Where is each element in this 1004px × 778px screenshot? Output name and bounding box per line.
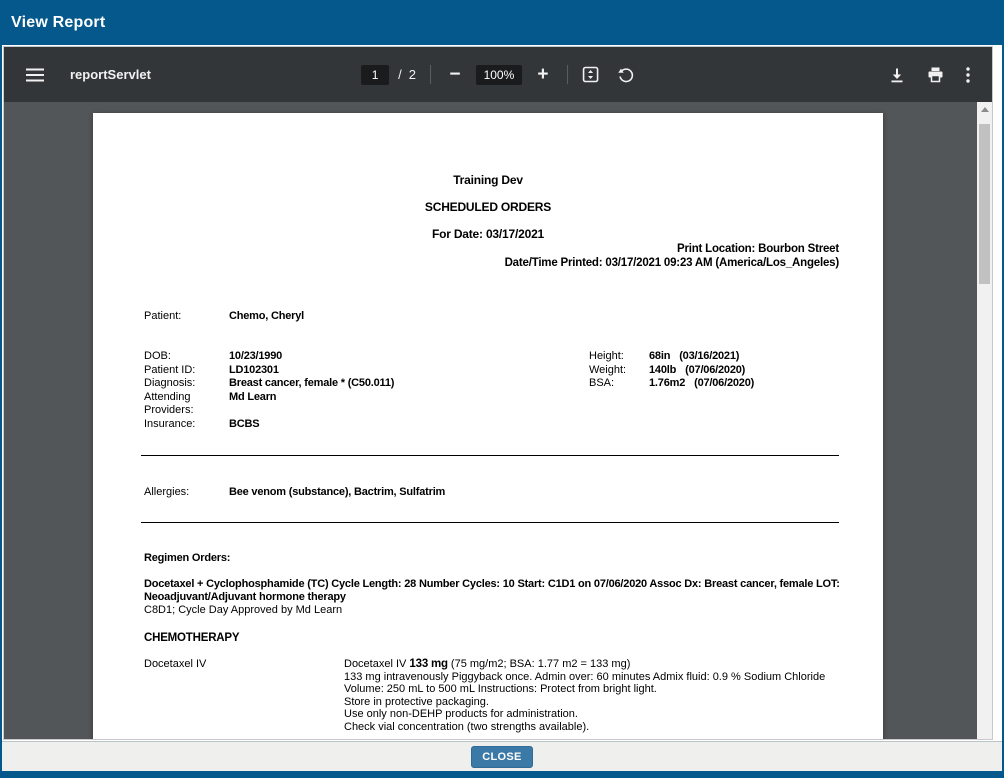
allergies-value: Bee venom (substance), Bactrim, Sulfatrim [229, 486, 446, 498]
pdf-viewer [3, 46, 993, 740]
divider-line [141, 522, 839, 523]
dialog-footer [2, 741, 1002, 771]
field-value: Md Learn [229, 390, 277, 403]
toolbar-right [889, 67, 992, 83]
close-button[interactable]: CLOSE [471, 746, 532, 768]
drug-order-line: Check vial concentration (two strengths available). [344, 720, 590, 733]
pdf-viewport [4, 102, 992, 739]
document-name: reportServlet [70, 67, 151, 82]
drug-order-line: 133 mg intravenously Piggyback once. Admin over: 60 minutes Admix fluid: 0.9 % Sodium Chloride Volume: 250 mL to 500 mL Instructions: Protect from bright light. [344, 670, 826, 695]
dialog-body [2, 45, 1002, 771]
doc-print-location: Print Location: Bourbon Street [676, 243, 839, 255]
regimen-approval: C8D1; Cycle Day Approved by Md Learn [144, 604, 343, 616]
field-label: DOB: [144, 350, 171, 362]
field-value: 140lb (07/06/2020) [649, 363, 746, 376]
toolbar-center [361, 47, 635, 102]
regimen-order: Docetaxel + Cyclophosphamide (TC) Cycle Length: 28 Number Cycles: 10 Start: C1D1 on 07/06/2020 Assoc Dx: Breast cancer, female LOT: Neoadjuvant/Adjuvant hormone therapy [144, 578, 840, 603]
patient-demographics [144, 350, 494, 432]
scroll-up-arrow[interactable] [977, 102, 992, 116]
drug-order-line: Store in protective packaging. [344, 695, 489, 708]
fit-page-icon[interactable] [582, 66, 599, 83]
divider-line [141, 455, 839, 456]
pdf-page [93, 113, 883, 739]
field-label: Weight: [589, 363, 627, 376]
field-value: BCBS [229, 417, 260, 430]
more-options-icon[interactable] [966, 67, 970, 83]
drug-name: Docetaxel IV [144, 658, 207, 670]
field-label: BSA: [589, 377, 615, 390]
menu-icon[interactable] [26, 68, 44, 82]
toolbar-separator [567, 65, 568, 84]
field-value: Breast cancer, female * (C50.011) [229, 377, 395, 390]
patient-name: Chemo, Cheryl [229, 310, 305, 322]
scrollbar-thumb[interactable] [979, 124, 990, 284]
patient-label: Patient: [144, 310, 182, 322]
doc-org: Training Dev [453, 173, 523, 187]
drug-order-details [344, 658, 849, 733]
field-label: Attending Providers: [144, 390, 194, 417]
page-total: 2 [408, 67, 416, 82]
toolbar-separator [430, 65, 431, 84]
scrollbar[interactable] [977, 102, 992, 739]
print-icon[interactable] [927, 67, 944, 83]
field-value: 68in (03/16/2021) [649, 350, 740, 362]
rotate-icon[interactable] [617, 66, 635, 84]
dialog-title: View Report [11, 13, 106, 31]
allergies-label: Allergies: [144, 486, 190, 498]
field-value: 1.76m2 (07/06/2020) [649, 377, 755, 390]
regimen-heading: Regimen Orders: [144, 552, 231, 564]
doc-title: SCHEDULED ORDERS [424, 200, 552, 214]
pdf-toolbar [4, 47, 992, 102]
drug-order-headline: Docetaxel IV 133 mg (75 mg/m2; BSA: 1.77 m2 = 133 mg) [344, 658, 631, 670]
field-label: Diagnosis: [144, 377, 196, 390]
drug-dose: 133 mg [409, 658, 448, 670]
doc-for-date: For Date: 03/17/2021 [431, 227, 545, 241]
chemo-heading: CHEMOTHERAPY [144, 632, 240, 644]
doc-printed: Date/Time Printed: 03/17/2021 09:23 AM (America/Los_Angeles) [504, 257, 839, 269]
dialog-title-bar [0, 0, 1004, 45]
allergies-row [144, 486, 644, 500]
patient-row [144, 310, 484, 324]
zoom-level: 100% [476, 65, 522, 85]
download-icon[interactable] [889, 67, 905, 83]
field-label: Patient ID: [144, 363, 196, 376]
field-label: Height: [589, 350, 624, 362]
zoom-in-icon[interactable]: + [533, 64, 553, 86]
drug-order-line: Use only non-DEHP products for administration. [344, 708, 578, 720]
page-number-input[interactable] [361, 65, 389, 85]
page-divider: / [398, 67, 402, 82]
toolbar-left [4, 67, 151, 82]
patient-measurements [589, 350, 859, 391]
field-label: Insurance: [144, 417, 196, 430]
zoom-out-icon[interactable]: − [445, 64, 465, 86]
field-value: LD102301 [229, 363, 279, 376]
field-value: 10/23/1990 [229, 350, 283, 362]
